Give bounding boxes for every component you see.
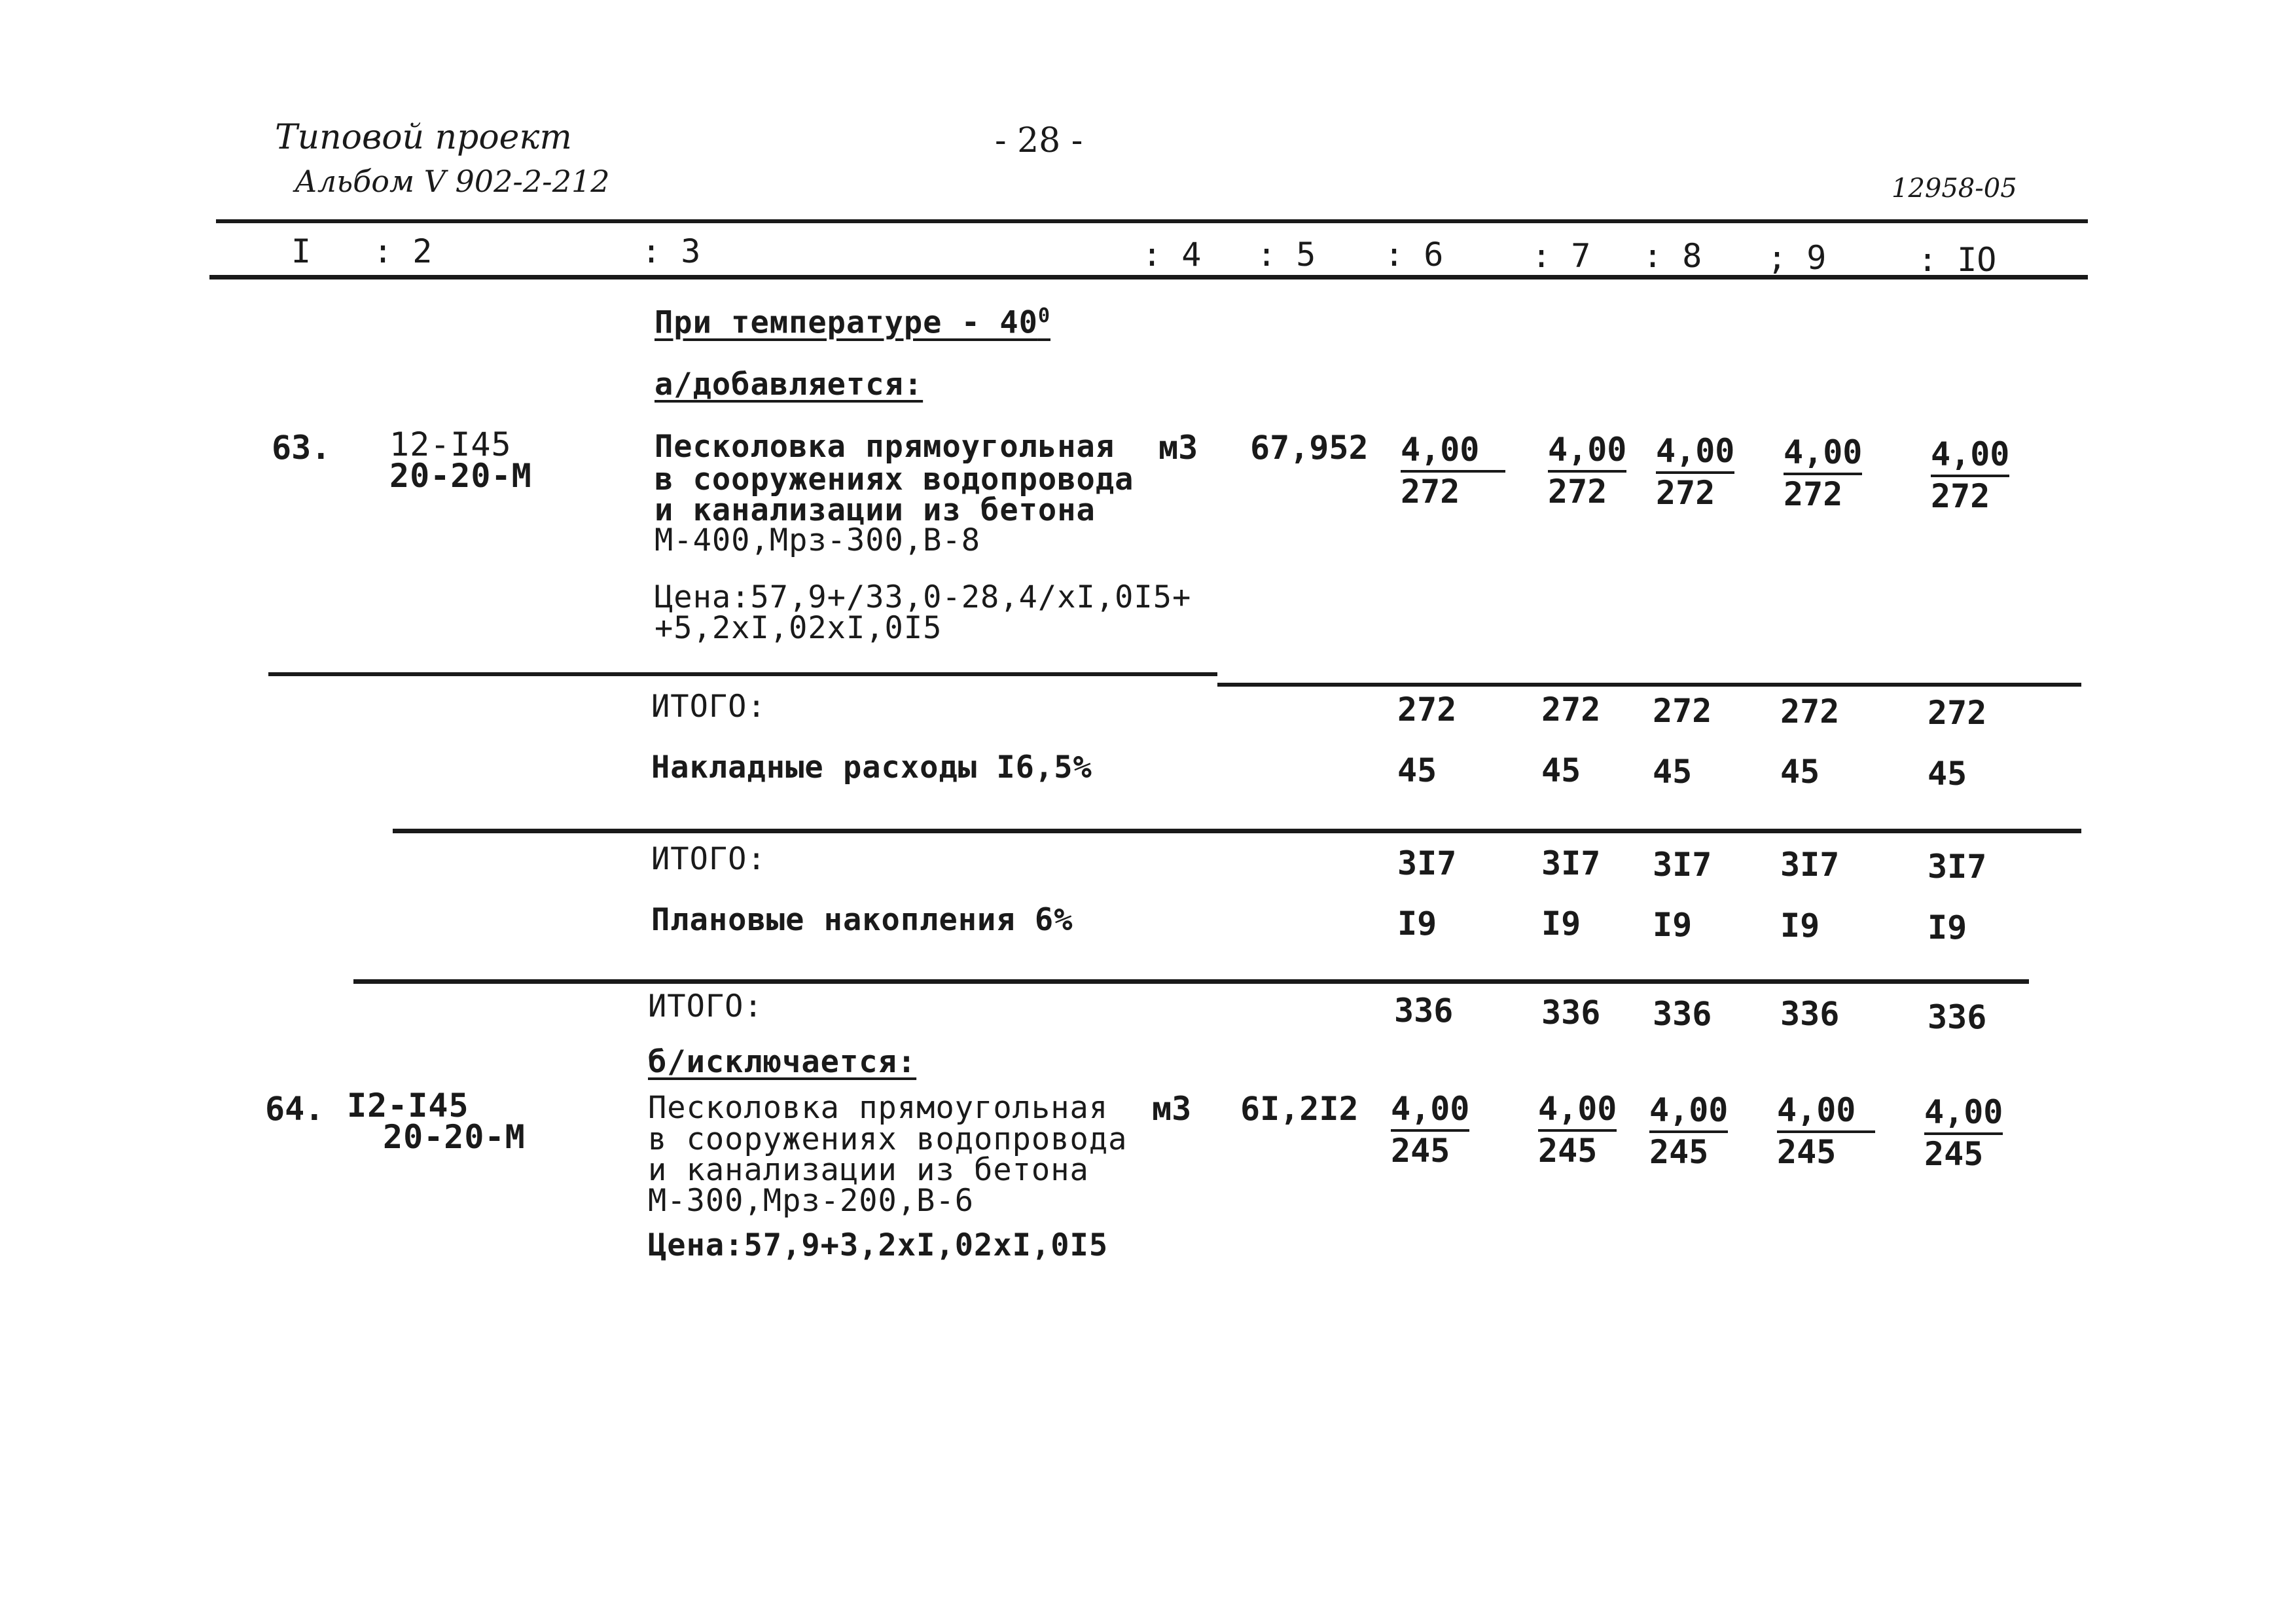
item64-desc-1: Песколовка прямоугольная	[648, 1090, 1109, 1126]
item64-desc-4: М-300,Мрз-200,В-6	[648, 1183, 975, 1219]
item63-price-1: Цена:57,9+/33,0-28,4/хI,0I5+	[655, 579, 1192, 615]
item63-val-7: 4,00 272	[1548, 431, 1627, 511]
col-1: I	[291, 232, 312, 270]
col-10: : IO	[1918, 241, 1997, 279]
item64-unit: м3	[1152, 1090, 1192, 1128]
total1-val-7: 272	[1541, 691, 1601, 729]
item63-val-8: 4,00 272	[1656, 432, 1735, 512]
total3-val-6: 336	[1394, 992, 1454, 1030]
section-a-label: а/добавляется:	[655, 367, 924, 403]
item64-val-9: 4,00 245	[1777, 1091, 1875, 1171]
item63-desc-2: в сооружениях водопровода	[655, 461, 1134, 497]
total2-val-6: 3I7	[1397, 844, 1457, 882]
item64-val-8: 4,00 245	[1649, 1091, 1729, 1171]
total3-val-10: 336	[1928, 998, 1987, 1036]
total3-label: ИТОГО:	[648, 988, 763, 1024]
total1-val-9: 272	[1780, 693, 1840, 731]
planned-val-7: I9	[1541, 905, 1581, 943]
total2-val-9: 3I7	[1780, 846, 1840, 884]
item63-divider-left	[268, 672, 1217, 676]
overhead-val-10: 45	[1928, 755, 1967, 793]
project-label: Типовой проект	[275, 118, 572, 157]
total3-val-9: 336	[1780, 995, 1840, 1033]
item63-number: 63.	[272, 429, 331, 467]
total2-label: ИТОГО:	[651, 841, 766, 877]
planned-val-10: I9	[1928, 909, 1967, 947]
item64-number: 64.	[265, 1090, 325, 1128]
total2-val-7: 3I7	[1541, 844, 1601, 882]
planned-divider	[353, 979, 2029, 984]
total2-val-8: 3I7	[1653, 846, 1712, 884]
item63-val-10: 4,00 272	[1931, 435, 2010, 515]
total1-label: ИТОГО:	[651, 689, 766, 725]
overhead-val-9: 45	[1780, 753, 1820, 791]
item64-val-10: 4,00 245	[1924, 1093, 2003, 1173]
album-label: Альбом V 902-2-212	[295, 164, 610, 199]
planned-val-6: I9	[1397, 905, 1437, 943]
item63-desc-3: и канализации из бетона	[655, 492, 1096, 528]
overhead-val-6: 45	[1397, 751, 1437, 789]
item63-code2: 20-20-М	[389, 457, 532, 495]
total2-val-10: 3I7	[1928, 848, 1987, 886]
item64-code1: I2-I45	[347, 1087, 469, 1125]
item64-price: Цена:57,9+3,2хI,02хI,0I5	[648, 1227, 1109, 1263]
total1-val-10: 272	[1928, 694, 1987, 732]
col-9: ; 9	[1767, 239, 1827, 277]
item63-val-9: 4,00 272	[1784, 433, 1863, 513]
item64-desc-2: в сооружениях водопровода	[648, 1121, 1128, 1157]
item64-code2: 20-20-М	[383, 1118, 526, 1156]
item64-val-7: 4,00 245	[1538, 1090, 1617, 1170]
col-4: : 4	[1142, 236, 1202, 274]
col-6: : 6	[1384, 236, 1444, 274]
item63-code1: 12-I45	[389, 425, 512, 463]
page-number: - 28 -	[995, 121, 1083, 160]
item64-qty: 6I,2I2	[1240, 1090, 1359, 1128]
item63-qty: 67,952	[1250, 429, 1369, 467]
col-8: : 8	[1643, 237, 1702, 275]
col-3: : 3	[641, 232, 701, 270]
overhead-val-7: 45	[1541, 751, 1581, 789]
item63-desc-4: М-400,Мрз-300,В-8	[655, 522, 981, 558]
planned-label: Плановые накопления 6%	[651, 902, 1073, 938]
item63-divider-right	[1217, 683, 2081, 687]
col-5: : 5	[1257, 236, 1316, 274]
item63-unit: м3	[1158, 429, 1198, 467]
overhead-divider	[393, 829, 2081, 833]
section-b-label: б/исключается:	[648, 1044, 917, 1080]
overhead-val-8: 45	[1653, 753, 1693, 791]
item63-price-2: +5,2хI,02хI,0I5	[655, 610, 942, 646]
header-top-rule	[216, 219, 2088, 223]
item64-val-6: 4,00 245	[1391, 1090, 1470, 1170]
col-7: : 7	[1532, 237, 1591, 275]
total3-val-8: 336	[1653, 995, 1712, 1033]
item64-desc-3: и канализации из бетона	[648, 1152, 1089, 1188]
col-2: : 2	[373, 232, 433, 270]
document-code: 12958-05	[1892, 173, 2017, 204]
planned-val-8: I9	[1653, 906, 1693, 944]
total3-val-7: 336	[1541, 994, 1601, 1032]
item63-desc-1: Песколовка прямоугольная	[655, 429, 1115, 465]
total1-val-6: 272	[1397, 691, 1457, 729]
total1-val-8: 272	[1653, 692, 1712, 730]
overhead-label: Накладные расходы I6,5%	[651, 749, 1092, 785]
section-title: При температуре - $40^0$	[655, 304, 1050, 341]
item63-val-6: 4,00 272	[1401, 431, 1505, 511]
planned-val-9: I9	[1780, 907, 1820, 945]
